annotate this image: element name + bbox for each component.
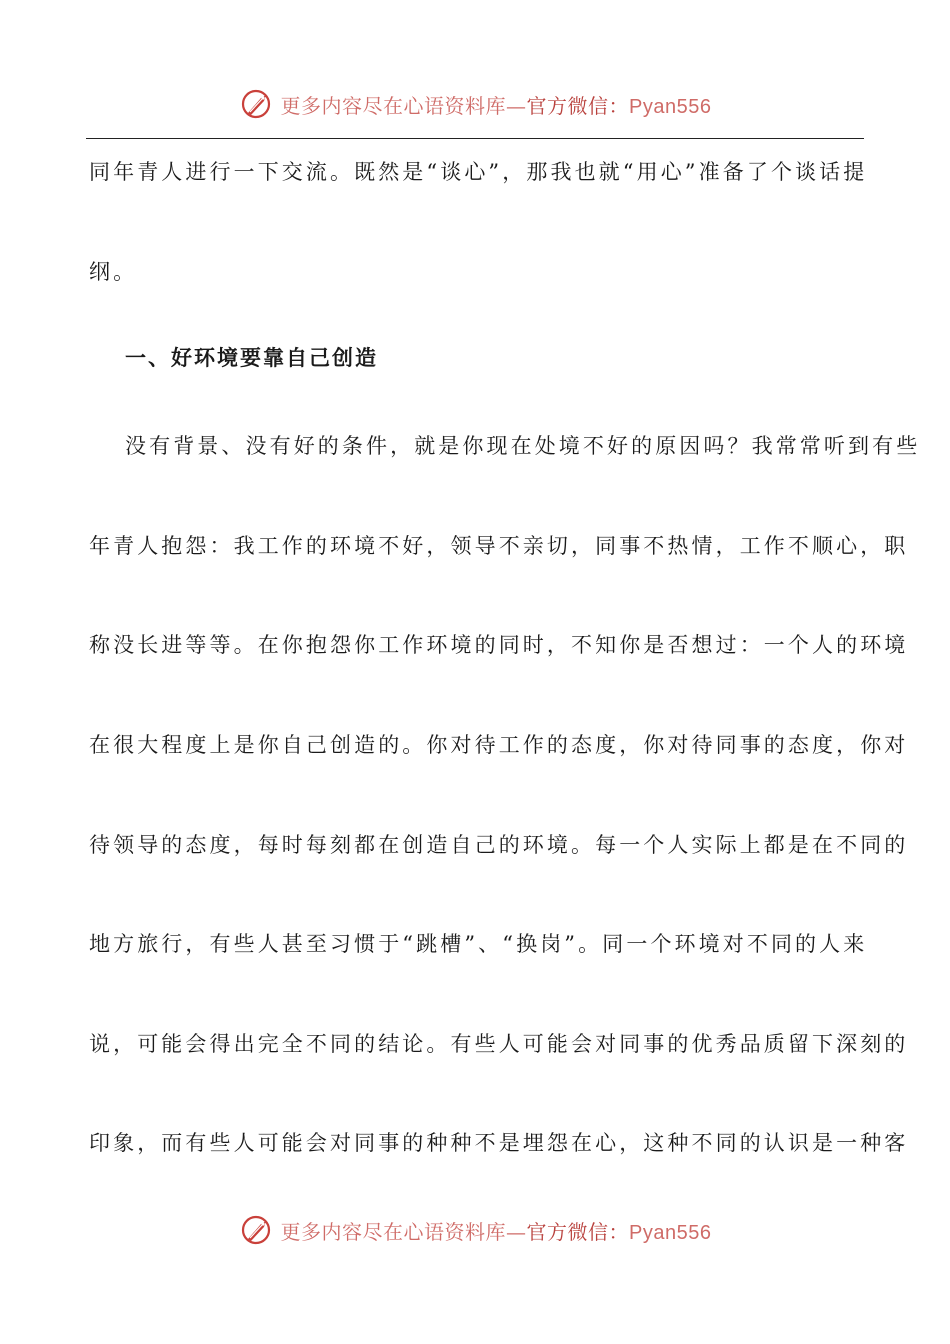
paragraph-line: 地方旅行，有些人甚至习惯于“跳槽”、“换岗”。同一个环境对不同的人来 xyxy=(89,932,868,956)
header-divider xyxy=(86,138,864,139)
paragraph-line: 年青人抱怨：我工作的环境不好，领导不亲切，同事不热情，工作不顺心，职 xyxy=(89,534,909,558)
wechat-label: 官方微信： xyxy=(526,1219,630,1244)
brand-dash: — xyxy=(506,93,527,118)
paragraph-line: 待领导的态度，每时每刻都在创造自己的环境。每一个人实际上都是在不同的 xyxy=(89,833,909,857)
brand-name: 更多内容尽在心语资料库 xyxy=(280,1219,507,1244)
wechat-handle: Pyan556 xyxy=(629,95,712,118)
pen-nib-logo-icon xyxy=(239,86,275,122)
footer-brand xyxy=(281,1216,712,1245)
body-line: 同年青人进行一下交流。既然是“谈心”，那我也就“用心”准备了个谈话提 xyxy=(89,160,868,184)
page-header xyxy=(0,84,950,124)
page-footer xyxy=(0,1210,950,1250)
wechat-label: 官方微信： xyxy=(526,93,630,118)
header-brand xyxy=(281,90,712,119)
section-heading: 一、好环境要靠自己创造 xyxy=(125,345,378,370)
pen-nib-logo-icon xyxy=(239,1212,275,1248)
paragraph-line: 说，可能会得出完全不同的结论。有些人可能会对同事的优秀品质留下深刻的 xyxy=(89,1032,909,1056)
paragraph-line: 没有背景、没有好的条件，就是你现在处境不好的原因吗？我常常听到有些 xyxy=(125,434,921,458)
body-line: 纲。 xyxy=(89,260,138,284)
wechat-handle: Pyan556 xyxy=(629,1221,712,1244)
brand-dash: — xyxy=(506,1219,527,1244)
paragraph-line: 在很大程度上是你自己创造的。你对待工作的态度，你对待同事的态度，你对 xyxy=(89,733,909,757)
paragraph-line: 印象，而有些人可能会对同事的种种不是埋怨在心，这种不同的认识是一种客 xyxy=(89,1131,909,1155)
brand-name: 更多内容尽在心语资料库 xyxy=(280,93,507,118)
paragraph-line: 称没长进等等。在你抱怨你工作环境的同时，不知你是否想过：一个人的环境 xyxy=(89,633,909,657)
